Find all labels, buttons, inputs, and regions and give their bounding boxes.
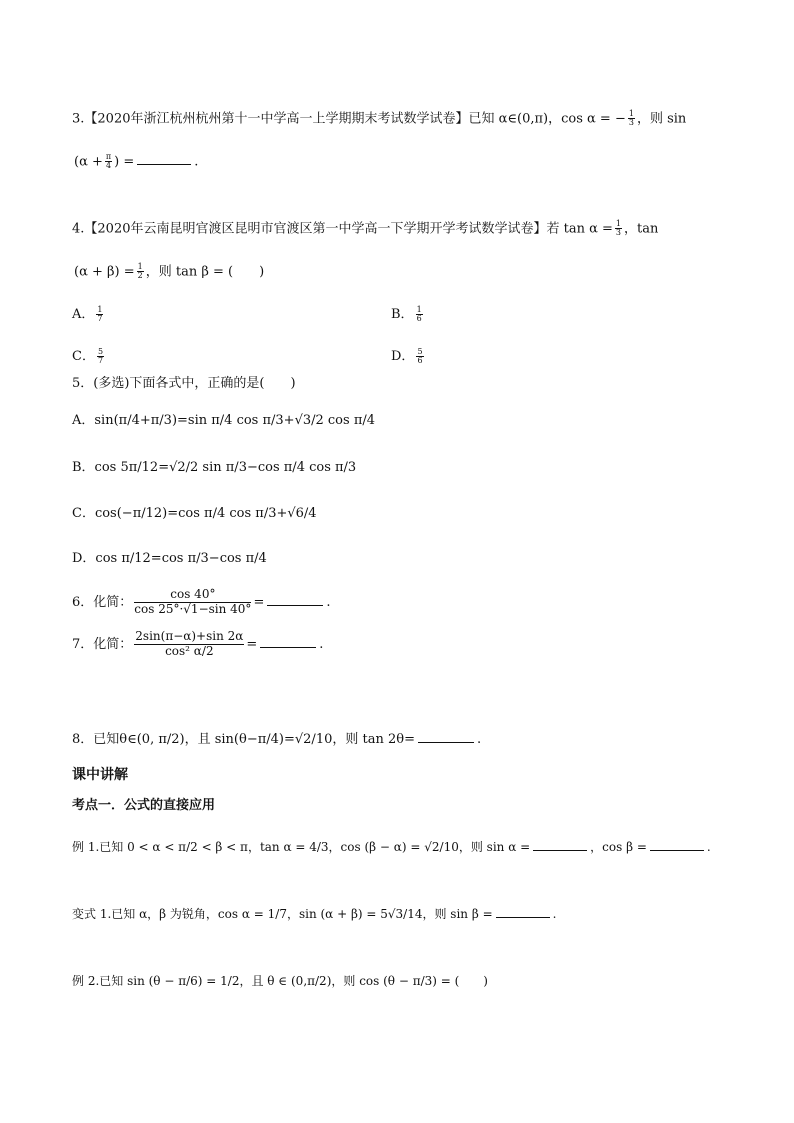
q6-end: . [326,594,331,610]
q3-answer-blank[interactable] [137,153,191,165]
q4-d-num: 5 [417,346,423,356]
q3-end: . [194,154,199,170]
var1-answer-blank[interactable] [496,906,550,918]
q4-text: 4.【2020年云南昆明官渡区昆明市官渡区第一中学高一下学期开学考试数学试卷】若 tan α = [72,221,613,237]
q3-pi-4 [105,153,112,171]
q4-option-b[interactable] [391,303,425,323]
q4-d1: 3 [615,228,621,238]
question-4-line-1 [72,220,658,238]
q4-option-a-frac [96,306,103,324]
q5-option-a[interactable]: A．sin(π/4+π/3)=sin π/4 cos π/3+√3/2 cos π/4 [72,413,376,428]
q4-alpha-beta: (α + β) = [74,264,135,280]
q4-c-den: 7 [97,356,104,365]
q4-option-b-frac [416,306,423,324]
section-title: 课中讲解 [72,767,128,783]
q3-eq: ) = [114,154,135,170]
q4-option-c[interactable] [72,345,106,365]
q5-option-b[interactable]: B．cos 5π/12=√2/2 sin π/3−cos π/4 cos π/3 [72,460,357,475]
q4-b-den: 6 [416,314,422,323]
q3-frac-den: 3 [628,118,634,128]
q4-option-c-label: C． [72,349,95,364]
q7-num: 2sin(π−α)+sin 2α [135,629,244,643]
variant-1 [72,906,556,920]
q4-option-d-label: D． [391,349,415,364]
q7-answer-blank[interactable] [260,636,316,648]
ex1-end: . [706,840,711,854]
question-4-line-2 [74,263,264,281]
section-subtitle: 考点一．公式的直接应用 [72,798,216,813]
q7-eq: = [246,636,258,652]
q4-n1: 1 [615,219,621,228]
ex1-text: 例 1.已知 0 < α < π/2 < β < π，tan α = 4/3，cos (β − α) = √2/10，则 sin α = [72,840,531,854]
q4-option-d-frac [416,348,423,366]
q4-n2: 1 [137,262,143,271]
q4-option-b-label: B． [391,307,414,322]
question-7 [72,630,323,659]
q5-option-d[interactable]: D．cos π/12=cos π/3−cos π/4 [72,551,267,566]
q8-answer-blank[interactable] [418,731,474,743]
q3-pi: π [105,152,112,161]
q6-fraction [134,588,251,617]
question-5-stem: 5．(多选)下面各式中，正确的是( ) [72,376,296,391]
q3-alpha-plus: (α + [74,154,103,170]
example-2: 例 2.已知 sin (θ − π/6) = 1/2，且 θ ∈ (0,π/2)，则 cos (θ − π/3) = ( ) [72,974,488,988]
q7-label: 7．化简： [72,636,133,652]
question-6 [72,588,330,617]
q4-option-c-frac [97,348,104,366]
question-3-line-1 [72,110,686,128]
q7-end: . [319,636,324,652]
q4-ask: ，则 tan β = ( ) [145,264,265,280]
q4-option-d[interactable] [391,345,426,365]
var1-text: 变式 1.已知 α，β 为锐角，cos α = 1/7，sin (α + β) = 5√3/14，则 sin β = [72,907,493,921]
q6-label: 6．化简： [72,594,133,610]
q4-text-end: ，tan [624,221,659,237]
q6-answer-blank[interactable] [267,594,323,606]
q4-a-den: 7 [97,314,103,323]
q3-frac-num: 1 [628,109,634,118]
q3-four: 4 [105,161,112,171]
q6-num: cos 40° [134,588,251,603]
q4-d-den: 6 [417,356,423,365]
q4-option-a-label: A． [72,307,95,322]
q8-end: . [476,732,482,747]
q4-c-num: 5 [97,346,104,356]
q3-text-end: ，则 sin [636,111,687,127]
q4-b-num: 1 [416,304,422,314]
ex1-blank-sin-alpha[interactable] [533,839,587,851]
question-8 [72,731,481,746]
q7-fraction [134,630,244,659]
q4-a-num: 1 [97,304,103,314]
var1-end: . [552,907,557,921]
q6-den: cos 25°·√1−sin 40° [134,601,252,616]
q5-option-c[interactable]: C．cos(−π/12)=cos π/4 cos π/3+√6/4 [72,506,317,521]
q4-option-a[interactable] [72,303,105,323]
ex1-blank-cos-beta[interactable] [650,839,704,851]
ex1-mid: ，cos β = [590,840,647,854]
example-1 [72,839,711,853]
q7-den: cos² α/2 [165,643,214,658]
q3-fraction [628,110,635,128]
question-3-line-2 [74,153,198,171]
q8-text: 8．已知θ∈(0, π/2)，且 sin(θ−π/4)=√2/10，则 tan 2θ= [72,732,415,747]
q6-eq: = [253,594,265,610]
q4-d2: 2 [137,271,143,281]
q4-frac-2 [137,263,144,281]
q4-frac-1 [615,220,622,238]
q3-text: 3.【2020年浙江杭州杭州第十一中学高一上学期期末考试数学试卷】已知 α∈(0,π)，cos α = − [72,111,626,127]
